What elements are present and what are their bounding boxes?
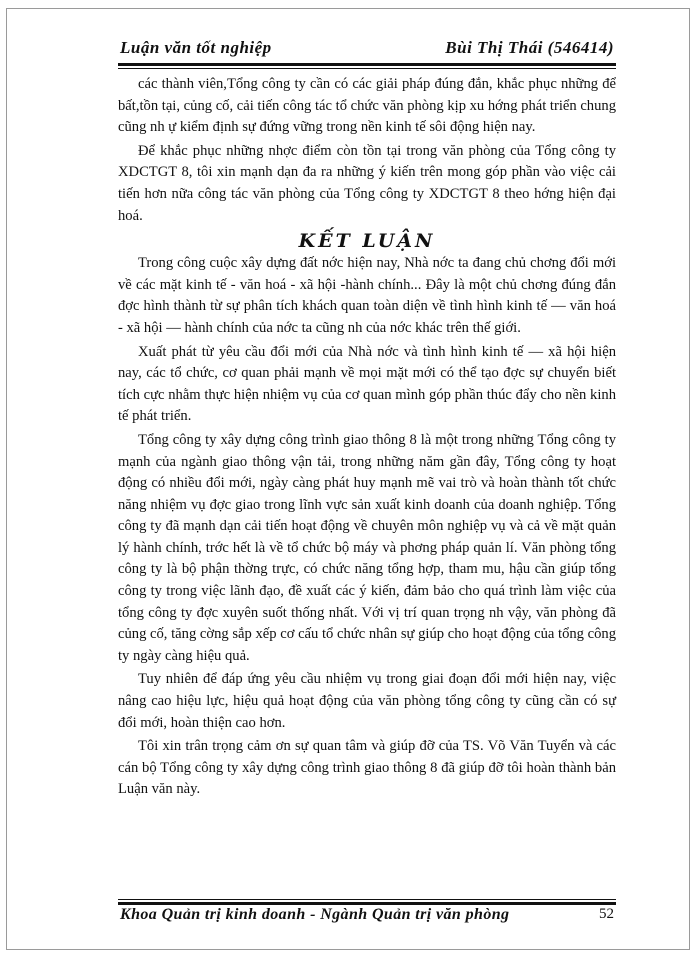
conclusion-paragraph-3: Tổng công ty xây dựng công trình giao thông 8 là một trong những Tổng công ty mạnh của ngành giao thông vận tải, trong những năm gần đây, Tổng công ty hoạt động có nhiều đổi mới, ngày càng phát huy mạnh mẽ vai trò và hoàn thành tốt chức năng nhiệm vụ đợc giao trong lĩnh vực sản xuất kinh doanh của doanh nghiệp. Tổng công ty đã mạnh dạn cải tiến hoạt động về chuyên môn nghiệp vụ và cả về mặt quản lý hành chính, trớc hết là về tổ chức bộ máy và phơng pháp quản lí. Văn phòng tổng công ty là bộ phận thờng trực, có chức năng tổng hợp, tham mu, hậu cần giúp tổng công ty trong việc lãnh đạo, đề xuất các ý kiến, đảm bảo cho quá trình làm việc của tổng công ty đợc xuyên suốt thống nhất. Với vị trí quan trọng nh vậy, văn phòng đã củng cố, tăng cờng sắp xếp cơ cấu tổ chức nhân sự giúp cho hoạt động của tổng công ty ngày càng hiệu quả. xyxy=(118,431,616,664)
section-title: KẾT LUẬN xyxy=(298,230,436,253)
body-paragraph-1: các thành viên,Tổng công ty cần có các giải pháp đúng đắn, khắc phục những để bất,tồn tại, củng cố, cải tiến công tác tổ chức văn phòng kịp xu hớng phát triển chung cũng nh ự kiểm định sự đứng vững trong nền kinh tế sôi động hiện nay. xyxy=(118,76,616,136)
page-footer xyxy=(120,906,614,932)
header-author: Bùi Thị Thái (546414) xyxy=(445,38,614,57)
conclusion-paragraph-2: Xuất phát từ yêu cầu đổi mới của Nhà nớc và tình hình kinh tế — xã hội hiện nay, các tổ chức, cơ quan phải mạnh về mọi mặt mới có thể tạo đợc sự chuyển biết tích cực nhằm thực hiện nhiệm vụ của cơ quan mình góp phần thúc đẩy cho nền kinh tế phát triển. xyxy=(118,343,616,425)
footer-rule-thick xyxy=(118,902,616,905)
page-content xyxy=(118,74,616,803)
header-thesis-title: Luận văn tốt nghiệp xyxy=(120,38,272,57)
header-rule-thick xyxy=(118,63,616,66)
footer-rule-thin xyxy=(118,899,616,900)
body-paragraph-2: Để khắc phục những nhợc điểm còn tồn tại trong văn phòng của Tổng công ty XDCTGT 8, tôi xin mạnh dạn đa ra những ý kiến trên mong góp phần vào việc cải tiến hơn nữa công tác văn phòng của Tổng công ty XDCTGT 8 theo hớng hiện đại hoá. xyxy=(118,142,616,224)
conclusion-paragraph-1: Trong công cuộc xây dựng đất nớc hiện nay, Nhà nớc ta đang chủ chơng đổi mới về các mặt kinh tế - văn hoá - xã hội -hành chính... Đây là một chủ chơng đúng đắn đợc hình thành từ sự phân tích khách quan toàn diện về tình hình kinh tế — văn hoá - xã hội — hành chính của nớc ta cũng nh của nớc khác trên thế giới. xyxy=(118,255,616,336)
conclusion-paragraph-5: Tôi xin trân trọng cảm ơn sự quan tâm và giúp đỡ của TS. Võ Văn Tuyển và các cán bộ Tổng công ty xây dựng công trình giao thông 8 đã giúp đỡ tôi hoàn thành bản Luận văn này. xyxy=(118,738,616,798)
conclusion-paragraph-4: Tuy nhiên để đáp ứng yêu cầu nhiệm vụ trong giai đoạn đổi mới hiện nay, việc nâng cao hiệu lực, hiệu quả hoạt động của văn phòng tổng công ty cũng cần có sự đổi mới, hoàn thiện cao hơn. xyxy=(118,671,616,731)
page-number: 52 xyxy=(599,906,614,922)
header-rule-thin xyxy=(118,68,616,69)
footer-faculty: Khoa Quản trị kinh doanh - Ngành Quản trị văn phòng xyxy=(120,906,510,923)
